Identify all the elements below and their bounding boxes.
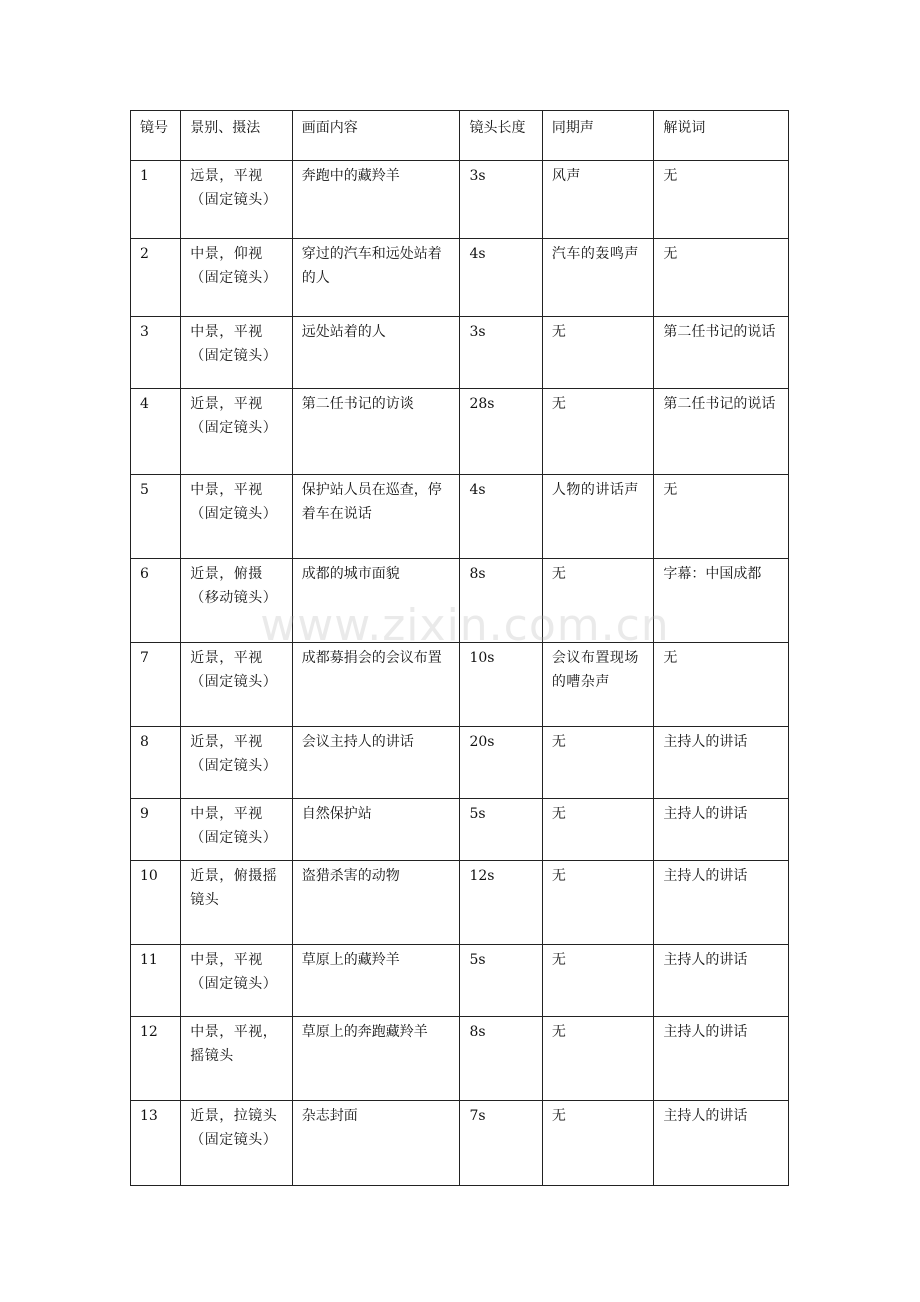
shot-length-cell: 4s [460,239,542,317]
picture-content-cell: 远处站着的人 [292,317,460,389]
header-narration: 解说词 [654,111,789,161]
table-row [131,643,789,727]
header-shot-number: 镜号 [131,111,181,161]
synchronous-sound-cell: 人物的讲话声 [542,475,654,559]
synchronous-sound-cell: 无 [542,861,654,945]
synchronous-sound-cell: 无 [542,799,654,861]
table-row [131,239,789,317]
synchronous-sound-cell: 无 [542,1101,654,1186]
shot-size-cell: 近景，平视（固定镜头） [181,389,293,475]
shot-length-cell: 4s [460,475,542,559]
narration-cell: 主持人的讲话 [654,1017,789,1101]
shot-length-cell: 3s [460,317,542,389]
narration-cell: 第二任书记的说话 [654,317,789,389]
picture-content-cell: 盗猎杀害的动物 [292,861,460,945]
shot-size-cell: 中景，平视，摇镜头 [181,1017,293,1101]
shot-length-cell: 28s [460,389,542,475]
picture-content-cell: 成都募捐会的会议布置 [292,643,460,727]
shot-size-cell: 近景，平视（固定镜头） [181,727,293,799]
picture-content-cell: 穿过的汽车和远处站着的人 [292,239,460,317]
shot-length-cell: 8s [460,1017,542,1101]
shot-size-cell: 远景，平视（固定镜头） [181,161,293,239]
header-shot-length: 镜头长度 [460,111,542,161]
shot-size-cell: 中景，平视（固定镜头） [181,475,293,559]
table-row [131,317,789,389]
header-synchronous-sound: 同期声 [542,111,654,161]
synchronous-sound-cell: 汽车的轰鸣声 [542,239,654,317]
shot-size-cell: 中景，仰视（固定镜头） [181,239,293,317]
header-picture-content: 画面内容 [292,111,460,161]
shot-size-cell: 中景，平视（固定镜头） [181,799,293,861]
shot-number-cell: 6 [131,559,181,643]
shot-length-cell: 3s [460,161,542,239]
picture-content-cell: 成都的城市面貌 [292,559,460,643]
narration-cell: 主持人的讲话 [654,861,789,945]
table-row [131,475,789,559]
shot-number-cell: 13 [131,1101,181,1186]
picture-content-cell: 草原上的奔跑藏羚羊 [292,1017,460,1101]
shot-number-cell: 8 [131,727,181,799]
shot-number-cell: 9 [131,799,181,861]
watermark: www.zixin.com.cn [260,600,670,651]
table-row [131,1101,789,1186]
narration-cell: 主持人的讲话 [654,727,789,799]
picture-content-cell: 奔跑中的藏羚羊 [292,161,460,239]
picture-content-cell: 会议主持人的讲话 [292,727,460,799]
shot-number-cell: 5 [131,475,181,559]
narration-cell: 无 [654,475,789,559]
shot-number-cell: 2 [131,239,181,317]
shot-size-cell: 中景，平视（固定镜头） [181,317,293,389]
shot-number-cell: 1 [131,161,181,239]
narration-cell: 主持人的讲话 [654,945,789,1017]
shot-number-cell: 7 [131,643,181,727]
shot-length-cell: 7s [460,1101,542,1186]
synchronous-sound-cell: 无 [542,317,654,389]
shot-number-cell: 3 [131,317,181,389]
table-row [131,1017,789,1101]
shot-length-cell: 5s [460,945,542,1017]
narration-cell: 无 [654,239,789,317]
shot-number-cell: 12 [131,1017,181,1101]
narration-cell: 主持人的讲话 [654,799,789,861]
header-shot-size-technique: 景别、摄法 [181,111,293,161]
shot-length-cell: 5s [460,799,542,861]
narration-cell: 无 [654,161,789,239]
narration-cell: 主持人的讲话 [654,1101,789,1186]
synchronous-sound-cell: 会议布置现场的嘈杂声 [542,643,654,727]
picture-content-cell: 杂志封面 [292,1101,460,1186]
table-row [131,161,789,239]
synchronous-sound-cell: 风声 [542,161,654,239]
table-row [131,389,789,475]
shot-number-cell: 4 [131,389,181,475]
shot-number-cell: 11 [131,945,181,1017]
shot-size-cell: 近景，俯摄（移动镜头） [181,559,293,643]
shot-size-cell: 近景，拉镜头（固定镜头） [181,1101,293,1186]
shot-length-cell: 12s [460,861,542,945]
synchronous-sound-cell: 无 [542,389,654,475]
shot-length-cell: 20s [460,727,542,799]
table-row [131,861,789,945]
synchronous-sound-cell: 无 [542,1017,654,1101]
narration-cell: 第二任书记的说话 [654,389,789,475]
synchronous-sound-cell: 无 [542,727,654,799]
narration-cell: 无 [654,643,789,727]
narration-cell: 字幕：中国成都 [654,559,789,643]
table-row [131,727,789,799]
shot-length-cell: 8s [460,559,542,643]
table-row [131,799,789,861]
shot-length-cell: 10s [460,643,542,727]
synchronous-sound-cell: 无 [542,559,654,643]
table-header-row [131,111,789,161]
shot-list-table [130,110,789,1186]
shot-number-cell: 10 [131,861,181,945]
shot-size-cell: 近景，俯摄摇镜头 [181,861,293,945]
shot-size-cell: 近景，平视（固定镜头） [181,643,293,727]
synchronous-sound-cell: 无 [542,945,654,1017]
table-row [131,559,789,643]
picture-content-cell: 自然保护站 [292,799,460,861]
shot-size-cell: 中景，平视（固定镜头） [181,945,293,1017]
picture-content-cell: 草原上的藏羚羊 [292,945,460,1017]
picture-content-cell: 保护站人员在巡查，停着车在说话 [292,475,460,559]
table-row [131,945,789,1017]
picture-content-cell: 第二任书记的访谈 [292,389,460,475]
